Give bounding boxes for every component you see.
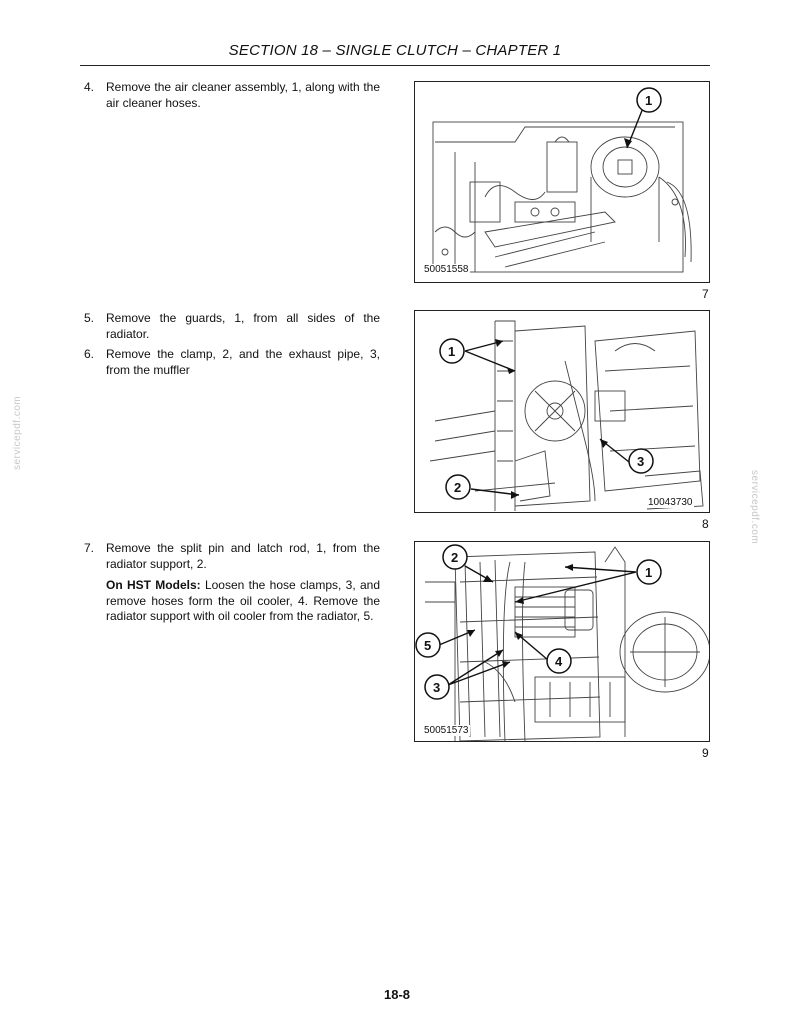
svg-text:2: 2 <box>454 480 462 495</box>
callout-2 <box>446 475 470 499</box>
watermark-left: servicepdf.com <box>12 395 23 470</box>
callout-3 <box>629 449 653 473</box>
watermark-right: servicepdf.com <box>749 470 760 545</box>
callout-1 <box>440 339 464 363</box>
step-6 <box>84 347 380 378</box>
step-number: 7. <box>84 541 95 555</box>
step-number: 4. <box>84 80 95 94</box>
step-5 <box>84 311 380 342</box>
hst-models-note <box>106 578 380 625</box>
callout-3 <box>425 675 449 699</box>
svg-text:2: 2 <box>451 550 459 565</box>
figure-9-number: 9 <box>702 746 709 760</box>
section-header: SECTION 18 – SINGLE CLUTCH – CHAPTER 1 <box>228 42 562 59</box>
figure-code: 10043730 <box>648 497 693 508</box>
svg-text:1: 1 <box>645 93 653 108</box>
hst-models-text: Loosen the hose clamps, 3, and remove hoses form the oil cooler, 4. Remove the radiator support with oil cooler from the radiator, 5. <box>106 578 380 623</box>
callout-1 <box>637 560 661 584</box>
step-number: 6. <box>84 347 95 361</box>
figure-8-illustration <box>414 310 710 513</box>
step-text: Remove the clamp, 2, and the exhaust pipe, 3, from the muffler <box>106 347 380 377</box>
figure-code: 50051573 <box>424 725 469 736</box>
svg-text:4: 4 <box>555 654 563 669</box>
svg-text:5: 5 <box>424 638 432 653</box>
figure-code: 50051558 <box>424 264 469 275</box>
svg-text:1: 1 <box>448 344 456 359</box>
header-rule <box>80 65 710 66</box>
callout-1 <box>637 88 661 112</box>
step-text: Remove the split pin and latch rod, 1, from the radiator support, 2. <box>106 541 380 571</box>
figure-9-illustration <box>414 541 710 742</box>
callout-4 <box>547 649 571 673</box>
svg-text:3: 3 <box>637 454 645 469</box>
callout-2 <box>443 545 467 569</box>
page-number: 18-8 <box>383 987 411 1002</box>
step-7 <box>84 541 380 572</box>
figure-7-number: 7 <box>702 287 709 301</box>
step-4 <box>84 80 380 111</box>
hst-models-label: On HST Models: <box>106 578 201 592</box>
svg-text:1: 1 <box>645 565 653 580</box>
figure-7-illustration <box>414 81 710 283</box>
step-text: Remove the air cleaner assembly, 1, along with the air cleaner hoses. <box>106 80 380 110</box>
svg-text:3: 3 <box>433 680 441 695</box>
callout-5 <box>416 633 440 657</box>
step-text: Remove the guards, 1, from all sides of the radiator. <box>106 311 380 341</box>
step-number: 5. <box>84 311 95 325</box>
figure-8-number: 8 <box>702 517 709 531</box>
